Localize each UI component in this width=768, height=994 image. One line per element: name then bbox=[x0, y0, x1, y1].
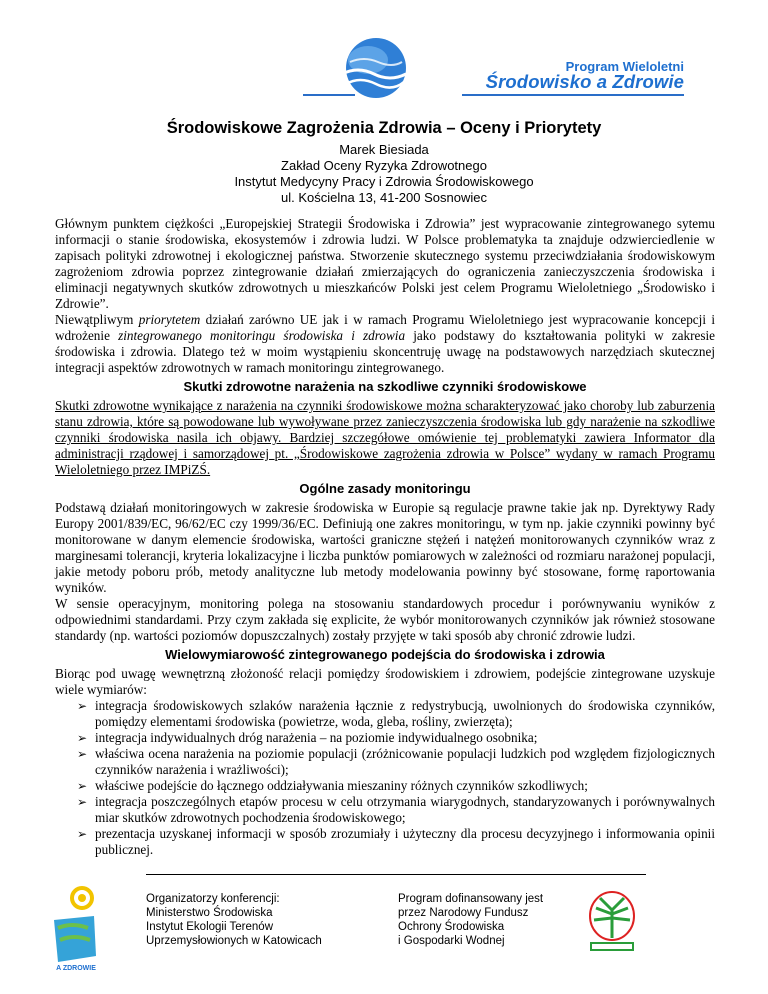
institute: Instytut Medycyny Pracy i Zdrowia Środowiskowego bbox=[234, 174, 534, 189]
health-effects-paragraph: Skutki zdrowotne wynikające z narażenia na czynniki środowiskowe można scharakteryzować jako choroby lub zaburzenia stanu zdrowia, które są powodowane lub wywoływane przez zanieczyszczenia środowiska lub gdy narażenie na szkodliwe czynniki środowiska nasila ich objawy. Bardziej szczegółowe omówienie tej problematyki zawiera Informator dla administracji rządowej i samorządowej pt. „Środowiskowe zagrożenia zdrowia w Polsce” wydany w ramach Programu Wieloletniego przez IMPiZŚ. bbox=[55, 398, 715, 477]
organizers-line: Organizatorzy konferencji: bbox=[146, 893, 280, 905]
integrated-intro: Biorąc pod uwagę wewnętrzną złożoność relacji pomiędzy środowiskiem i zdrowiem, podejście zintegrowane uzyskuje wiele wymiarów: bbox=[55, 666, 715, 697]
section-heading-health-effects: Skutki zdrowotne narażenia na szkodliwe czynniki środowiskowe bbox=[183, 379, 587, 394]
list-item-text: właściwa ocena narażenia na poziomie populacji (zróżnicowanie populacji ludzkich pod względem fizjologicznych czynników narażenia i wrażliwości); bbox=[95, 746, 715, 777]
text-run: jako podstawy do kształtowania polityki w zakresie środowiska i zdrowia. Dlatego też w moim wystąpieniu skoncentruję uwagę na podstawowych narzędziach skutecznej integracji aspektów zdrowotnych w ramach monitoringu zintegrowanego. bbox=[55, 328, 715, 375]
arrow-bullet-icon: ➢ bbox=[77, 747, 88, 761]
program-wave-logo bbox=[298, 38, 438, 100]
arrow-bullet-icon: ➢ bbox=[77, 827, 88, 841]
page-title: Środowiskowe Zagrożenia Zdrowia – Oceny i Priorytety bbox=[166, 119, 602, 137]
dimensions-list bbox=[55, 698, 715, 858]
srodowisko-a-zdrowie-logo bbox=[48, 882, 104, 974]
program-label: Program Wieloletni bbox=[565, 59, 684, 74]
text-run: działań zarówno UE jak i w ramach Programu Wieloletniego jest wypracowanie koncepcji i wdrożenie bbox=[55, 312, 715, 343]
list-item bbox=[77, 746, 715, 778]
arrow-bullet-icon: ➢ bbox=[77, 731, 88, 745]
author-name: Marek Biesiada bbox=[339, 142, 429, 157]
list-item-text: integracja środowiskowych szlaków narażenia łącznie z redystrybucją, uwolnionych do środowiska czynników, pomiędzy elementami środowiska (powietrze, woda, gleba, rośliny, zwierzęta); bbox=[95, 698, 715, 729]
list-item-text: integracja indywidualnych dróg narażenia – na poziomie indywidualnego osobnika; bbox=[95, 730, 538, 745]
organizers-line: Instytut Ekologii Terenów bbox=[146, 921, 273, 933]
list-item bbox=[77, 778, 715, 794]
list-item bbox=[77, 794, 715, 826]
department: Zakład Oceny Ryzyka Zdrowotnego bbox=[281, 158, 487, 173]
list-item bbox=[77, 730, 715, 746]
list-item-text: prezentacja uzyskanej informacji w sposób zrozumiały i użyteczny dla procesu decyzyjnego i informowania opinii publicznej. bbox=[95, 826, 715, 857]
intro-paragraph-2 bbox=[55, 312, 715, 376]
list-item-text: właściwe podejście do łącznego oddziaływania mieszaniny różnych czynników szkodliwych; bbox=[95, 778, 588, 793]
organizers-line: Ministerstwo Środowiska bbox=[146, 907, 273, 919]
funding-line: i Gospodarki Wodnej bbox=[398, 935, 505, 947]
program-name: Środowisko a Zdrowie bbox=[485, 71, 684, 92]
address: ul. Kościelna 13, 41-200 Sosnowiec bbox=[281, 190, 487, 205]
funding-line: Ochrony Środowiska bbox=[398, 921, 505, 933]
organizers-block bbox=[146, 892, 322, 948]
intro-paragraph-1: Głównym punktem ciężkości „Europejskiej Strategii Środowiska i Zdrowia” jest wypracowanie zintegrowanego sytemu informacji o stanie środowiska, ekosystemów i zdrowia ludzi. W Polsce problematyka ta znajduje odzwierciedlenie w zapisach polityki zdrowotnej i ekologicznej państwa. Stworzenie skutecznego systemu przeciwdziałania środowiskowym zagrożeniom zdrowia poprzez zintegrowanie działań zmierzających do ograniczenia zanieczyszczenia środowiska i eliminacji negatywnych skutków zdrowotnych u mieszkańców Polski jest celem Programu Wieloletniego „Środowisko i Zdrowie”. bbox=[55, 216, 715, 311]
monitoring-paragraph-2: W sensie operacyjnym, monitoring polega na stosowaniu standardowych procedur i porównywaniu wyników z odpowiednimi standardami. Przy czym zakłada się explicite, że wybór monitorowanych czynników jak również stosowane standardy (np. wartości poziomów dopuszczalnych) zostały przyjęte w taki sposób aby chronić zdrowie ludzi. bbox=[55, 596, 715, 643]
section-heading-monitoring: Ogólne zasady monitoringu bbox=[299, 481, 471, 496]
emphasis-monitoring: zintegrowanego monitoringu środowiska i zdrowia bbox=[118, 328, 406, 343]
monitoring-paragraph-1: Podstawą działań monitoringowych w zakresie środowiska w Europie są regulacje prawne takie jak np. Dyrektywy Rady Europy 2001/839/EC, 96/62/EC czy 1999/36/EC. Definiują one zakres monitoringu, w tym np. jakie czynniki powinny być monitorowane w danym elemencie środowiska, wartości graniczne stężeń i natężeń monitorowanych czynników wraz z marginesami tolerancji, kryteria lokalizacyjne i liczba punktów pomiarowych w zależności od rozmiaru narażonej populacji, jakie metody poboru prób, metody analityczne lub metody modelowania powinny być stosowane, formę raportowania wyników. bbox=[55, 500, 715, 595]
text-run: Niewątpliwym bbox=[55, 312, 139, 327]
organizers-line: Uprzemysłowionych w Katowicach bbox=[146, 935, 322, 947]
arrow-bullet-icon: ➢ bbox=[77, 699, 88, 713]
list-item-text: integracja poszczególnych etapów procesu w celu otrzymania wiarygodnych, standaryzowanych i porównywalnych miar skutków zdrowotnych pochodzenia środowiskowego; bbox=[95, 794, 715, 825]
svg-text:A ZDROWIE: A ZDROWIE bbox=[56, 965, 96, 972]
document-body bbox=[55, 216, 715, 858]
header-rule-left bbox=[303, 94, 355, 96]
list-item bbox=[77, 698, 715, 730]
funding-block bbox=[398, 892, 543, 948]
arrow-bullet-icon: ➢ bbox=[77, 795, 88, 809]
list-item bbox=[77, 826, 715, 858]
emphasis-priority: priorytetem bbox=[138, 312, 201, 327]
funding-line: Program dofinansowany jest bbox=[398, 893, 544, 905]
arrow-bullet-icon: ➢ bbox=[77, 779, 88, 793]
nfosigw-tree-logo bbox=[586, 888, 638, 954]
section-heading-integrated-approach: Wielowymiarowość zintegrowanego podejścia do środowiska i zdrowia bbox=[165, 647, 605, 662]
footer-rule bbox=[146, 874, 646, 875]
funding-line: przez Narodowy Fundusz bbox=[398, 907, 529, 919]
header-rule-right bbox=[462, 94, 684, 96]
